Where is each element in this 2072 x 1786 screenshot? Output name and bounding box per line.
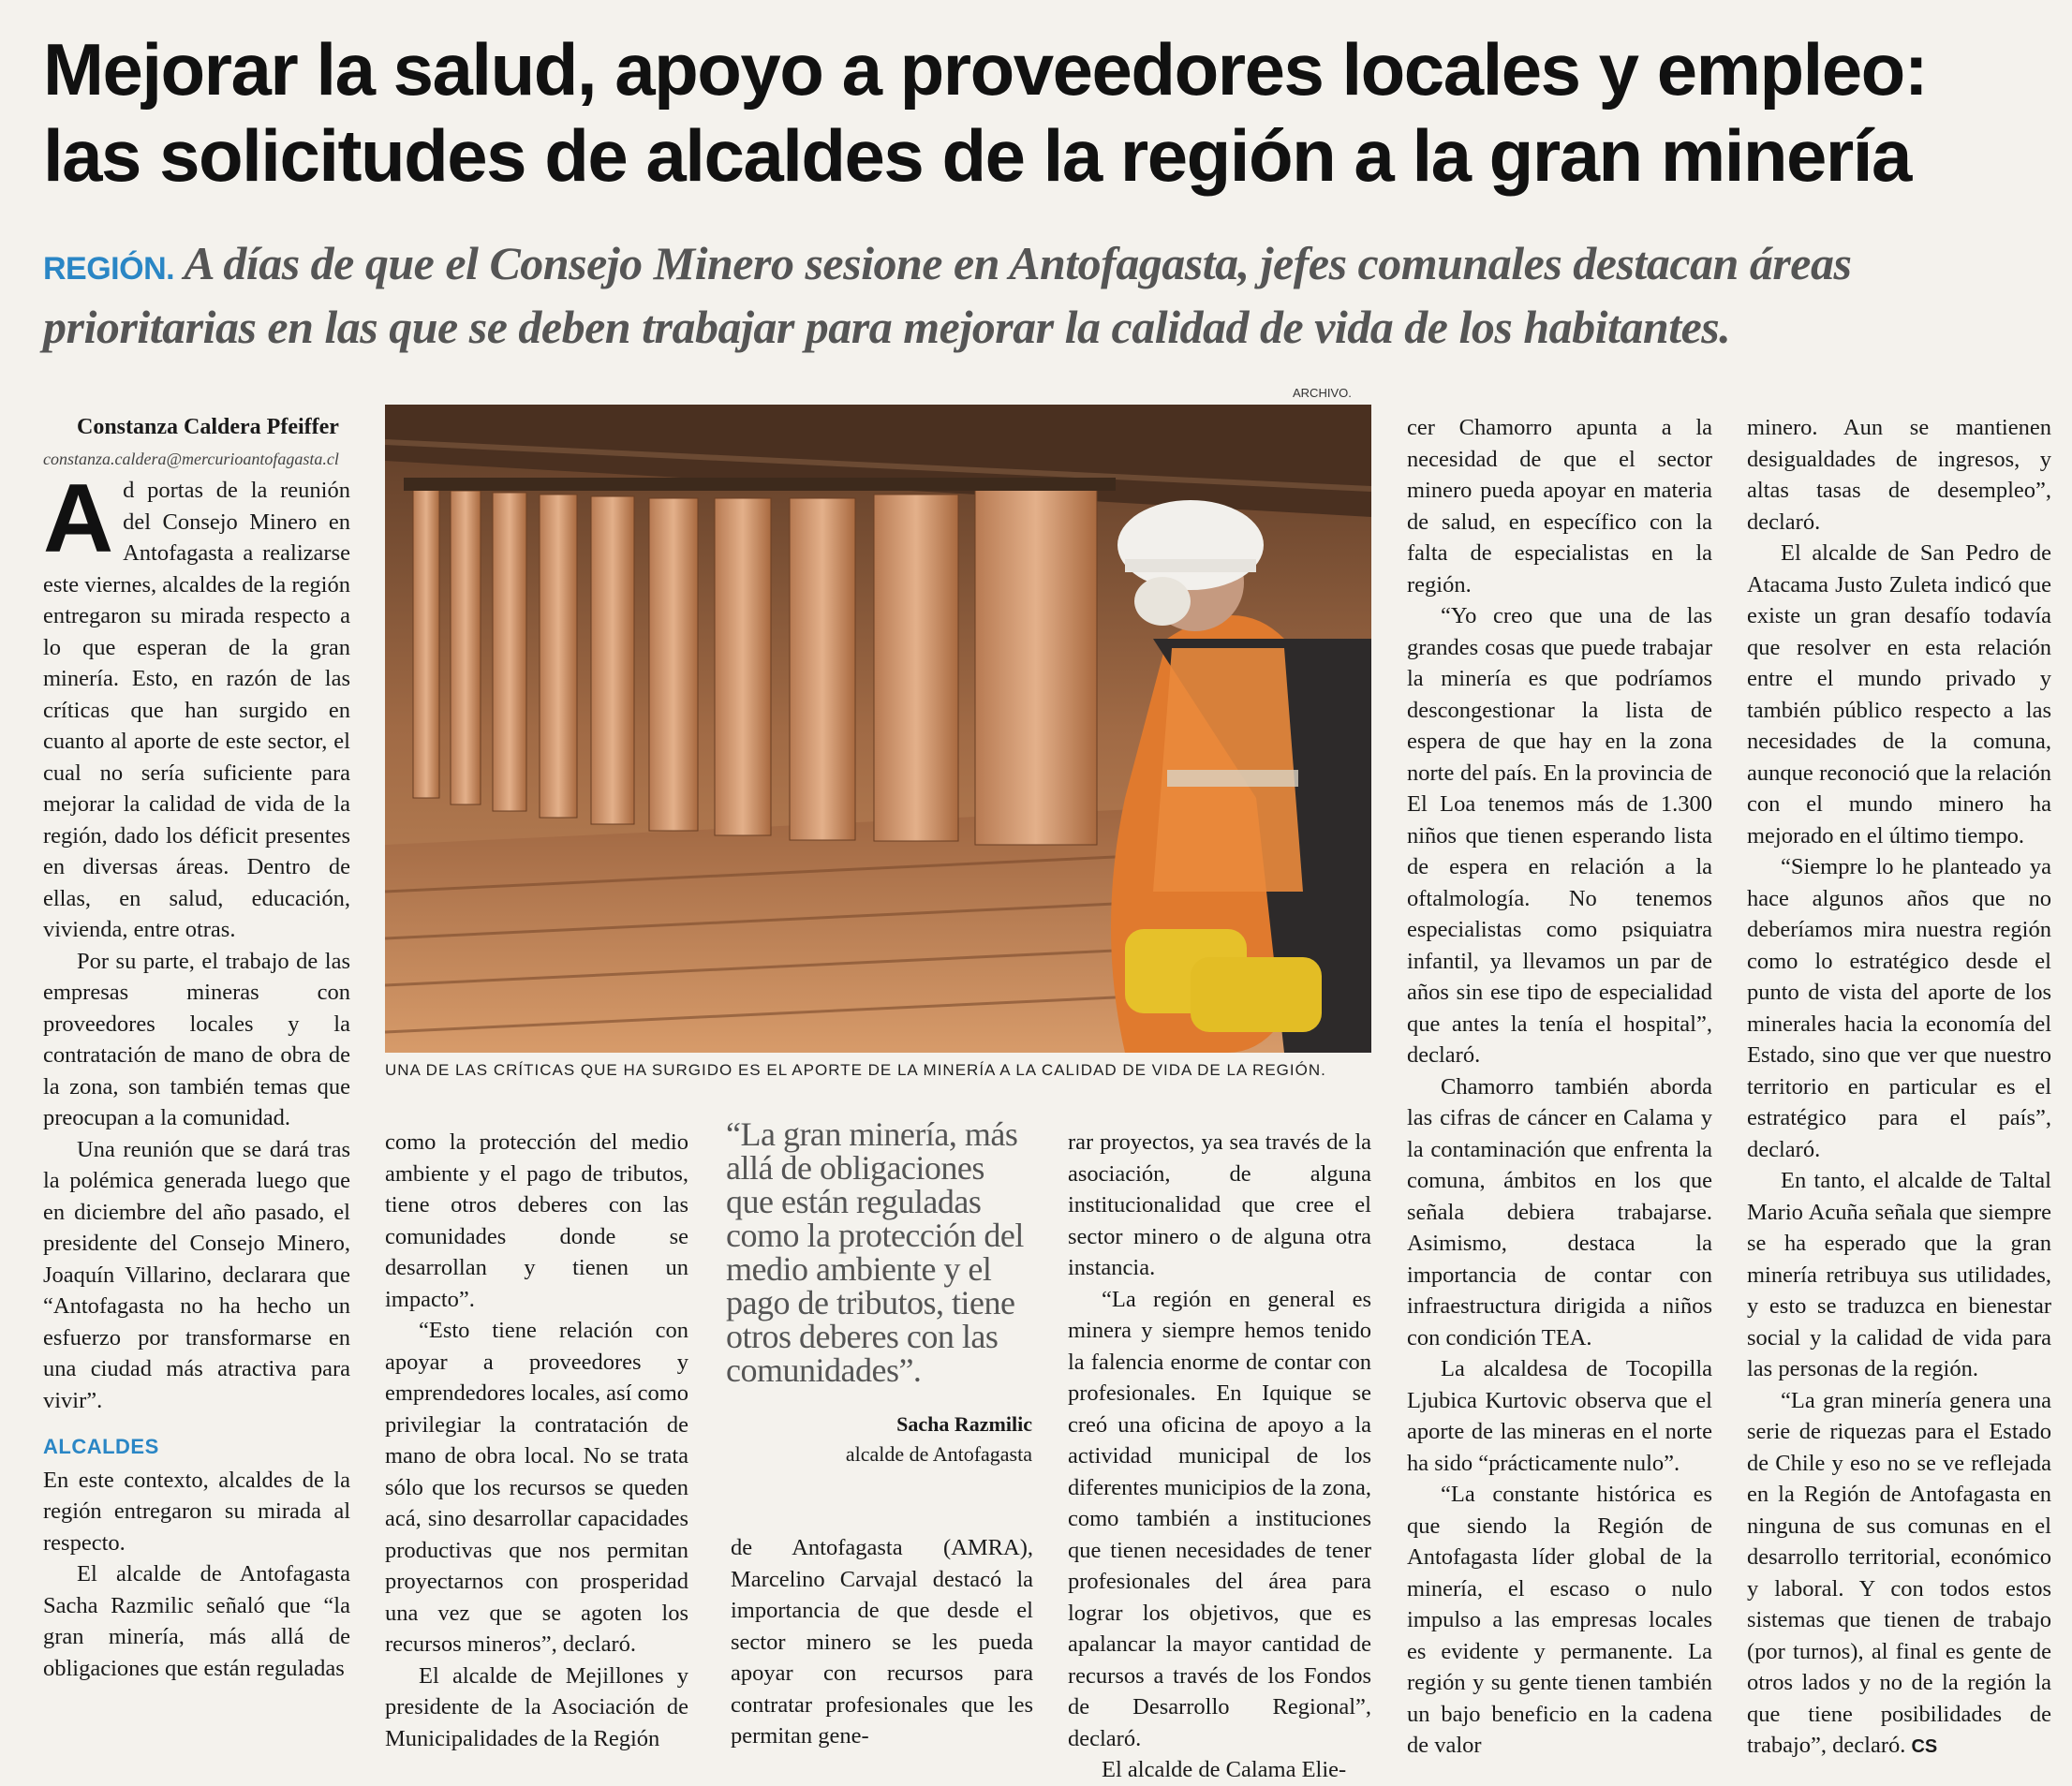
article-paragraph: “La región en general es minera y siempre hemos tenido la falencia enorme de contar con profesionales. En Iquique se creó una oficina de apoyo a la actividad municipal de los diferentes municipios de la zona, como también a instituciones que tienen necesidades de tener profesionales del área para lograr los objetivos, que es apalancar la mayor cantidad de recursos a través de los Fondos de Desarrollo Regional”, declaró. [1068,1286,1371,1751]
article-paragraph: “Yo creo que una de las grandes cosas que puede trabajar la minería es que podríamos descongestionar la lista de espera de que hay en la zona norte del país. En la provincia de El Loa tenemos más de 1.300 niños que tienen esperando lista de espera en relación a la oftalmología. No tenemos especialistas como psiquiatra infantil, ya llevamos un par de años sin ese tipo de especialidad que antes la tenía el hospital”, declaró. [1407,603,1712,1068]
subhead-alcaldes: ALCALDES [43,1435,159,1458]
column-5 [1407,412,1712,1762]
end-mark: CS [1911,1736,1938,1757]
byline-email: constanza.caldera@mercurioantofagasta.cl [43,449,339,468]
article-paragraph: cer Chamorro apunta a la necesidad de que el sector minero pueda apoyar en materia de salud, en específico con la falta de especialistas en la región. [1407,415,1712,598]
article-paragraph [1747,1385,2051,1764]
article-paragraph: El alcalde de Mejillones y presidente de la Asociación de Municipalidades de la Región [385,1662,688,1751]
photo-credit: ARCHIVO. [1293,386,1352,400]
article-paragraph: minero. Aun se mantienen desigualdades de ingresos, y altas tasas de desempleo”, declaró. [1747,415,2051,535]
drop-cap: A [43,465,114,573]
article-paragraph: “Siempre lo he planteado ya hace algunos años que no deberíamos mira nuestra región como lo estratégico desde el punto de vista del aporte de los minerales hacia la economía del Estado, sino que ver que nuestro territorio en particular es el estratégico para el país”, declaró. [1747,854,2051,1162]
deck-kicker: REGIÓN. [43,251,175,287]
headline-line-2: las solicitudes de alcaldes de la región a la gran minería [43,114,1911,197]
column-6 [1747,412,2051,1764]
column-4 [1068,1127,1371,1786]
article-paragraph: Chamorro también aborda las cifras de cáncer en Calama y la contaminación que enfrenta la comuna, ámbitos en los que señala debiera trabajarse. Asimismo, destaca la importancia de contar con infraestructura dirigida a niños con condición TEA. [1407,1073,1712,1351]
article-paragraph: Por su parte, el trabajo de las empresas mineras con proveedores locales y la contratación de mano de obra de la zona, son también temas que preocupan a la comunidad. [43,948,350,1130]
pull-quote-author: Sacha Razmilic [896,1412,1032,1436]
deck-text: A días de que el Consejo Minero sesione en Antofagasta, jefes comunales destacan áreas prioritarias en las que se deben trabajar para mejorar la calidad de vida de los habitantes. [43,237,1852,353]
headline [43,26,2048,199]
article-paragraph: Una reunión que se dará tras la polémica generada luego que en diciembre del año pasado, el presidente del Consejo Minero, Joaquín Villarino, declarara que “Antofagasta no ha hecho un esfuerzo por transformarse en una ciudad más atractiva para vivir”. [43,1136,350,1413]
article-paragraph: “La constante histórica es que siendo la Región de Antofagasta líder global de la minería, el escaso o nulo impulso a las empresas locales es evidente y permanente. La región y su gente tienen también un bajo beneficio en la cadena de valor [1407,1482,1712,1758]
photo-caption: UNA DE LAS CRÍTICAS QUE HA SURGIDO ES EL APORTE DE LA MINERÍA A LA CALIDAD DE VIDA DE LA REGIÓN. [385,1061,1326,1079]
article-paragraph: “Esto tiene relación con apoyar a proveedores y emprendedores locales, así como privilegiar la contratación de mano de obra local. No se trata sólo que los recursos se queden acá, sino desarrollar capacidades productivas que nos permitan proyectarnos con prosperidad una vez que se agoten los recursos mineros”, declaró. [385,1318,688,1657]
column-1 [43,412,350,1684]
paragraph-text: d portas de la reunión del Consejo Minero en Antofagasta a realizarse este viernes, alcaldes de la región entregaron su mirada respecto a lo que esperan de la gran minería. Esto, en razón de las críticas que han surgido en cuanto al aporte de este sector, el cual no sería suficiente para mejorar la calidad de vida de la región, dado los déficit presentes en diversas áreas. Dentro de ellas, en salud, educación, vivienda, entre otras. [43,478,350,942]
photo-illustration [385,405,1371,1053]
article-paragraph: El alcalde de San Pedro de Atacama Justo Zuleta indicó que existe un gran desafío todavía que resolver en esta relación entre el mundo privado y también público respecto a las necesidades de la comuna, aunque reconoció que la relación con el mundo minero ha mejorado en el último tiempo. [1747,540,2051,849]
article-paragraph: como la protección del medio ambiente y el pago de tributos, tiene otros deberes con las comunidades donde se desarrollan y tienen un impacto”. [385,1129,688,1312]
article-paragraph: En tanto, el alcalde de Taltal Mario Acuña señala que siempre se ha esperado que la gran minería retribuya sus utilidades, y esto se traduzca en bienestar social y la calidad de vida para las personas de la región. [1747,1168,2051,1381]
article-paragraph: El alcalde de Antofagasta Sacha Razmilic señaló que “la gran minería, más allá de obligaciones que están reguladas [43,1561,350,1681]
column-3 [731,1532,1033,1752]
headline-line-1: Mejorar la salud, apoyo a proveedores locales y empleo: [43,28,1928,111]
article-paragraph: La alcaldesa de Tocopilla Ljubica Kurtovic observa que el aporte de las mineras en el norte ha sido “prácticamente nulo”. [1407,1356,1712,1476]
article-paragraph: de Antofagasta (AMRA), Marcelino Carvajal destacó la importancia de que desde el sector minero se les pueda apoyar con recursos para contratar profesionales que les permitan gene- [731,1535,1033,1749]
article-paragraph: En este contexto, alcaldes de la región entregaron su mirada al respecto. [43,1467,350,1556]
article-paragraph [43,465,350,946]
article-paragraph: rar proyectos, ya sea través de la asociación, de alguna institucionalidad que cree el sector minero o de alguna otra instancia. [1068,1129,1371,1280]
column-2 [385,1127,688,1754]
photo-copper-cathodes [385,405,1371,1053]
byline-author: Constanza Caldera Pfeiffer [77,415,339,439]
article-paragraph: El alcalde de Calama Elie- [1102,1757,1347,1782]
pull-quote-role: alcalde de Antofagasta [845,1442,1032,1466]
pull-quote-attribution [824,1410,1032,1469]
pull-quote: “La gran minería, más allá de obligaciones que están reguladas como la protección del medio ambiente y el pago de tributos, tiene otros deberes con las comunidades”. [726,1115,1024,1389]
deck [43,234,2048,356]
paragraph-text: “La gran minería genera una serie de riquezas para el Estado de Chile y eso no se ve reflejada en la Región de Antofagasta en ninguna de sus comunas en el desarrollo territorial, económico y laboral. Y con todos estos sistemas que tienen de trabajo (por turnos), al final es gente de otros lados y no de la región la que tiene posibilidades de trabajo”, declaró. [1747,1387,2051,1758]
